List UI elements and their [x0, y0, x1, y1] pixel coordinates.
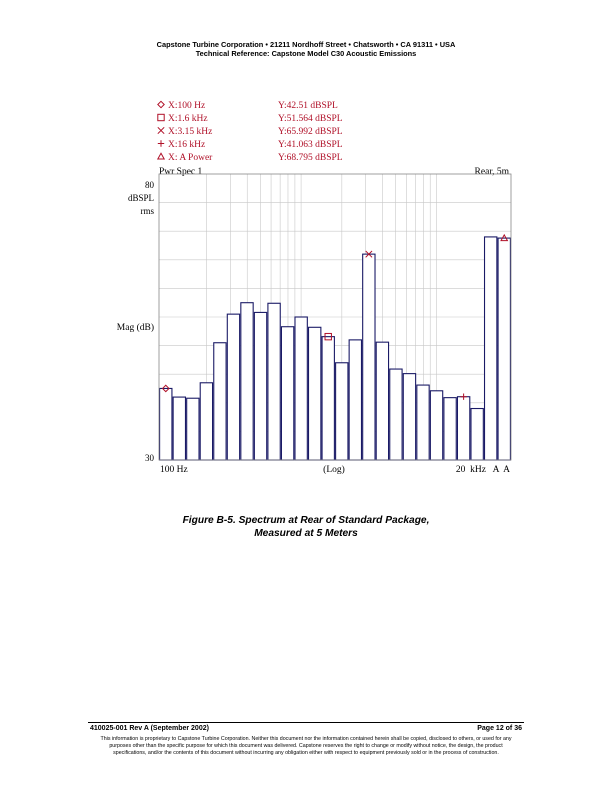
bar-3: [200, 383, 212, 460]
footer-disclaimer: [60, 736, 552, 757]
legend-plus-icon: [158, 140, 164, 146]
legend-square-icon: [158, 114, 164, 120]
bar-21: [444, 398, 456, 460]
footer-page-number: Page 12 of 36: [477, 725, 522, 732]
disclaimer-line-1: This information is proprietary to Capstone Turbine Corporation. Neither this document nor the information contained herein shall be copied, disclosed to others, or used for any: [100, 736, 512, 742]
bar-8: [268, 303, 280, 460]
legend-x-4: X: A Power: [168, 153, 213, 163]
y-tick-bottom: 30: [145, 453, 154, 463]
y-unit-rms: rms: [140, 206, 154, 216]
legend-diamond-icon: [158, 101, 164, 107]
legend-x-icon: [158, 127, 164, 133]
footer-rule: [88, 722, 524, 723]
bar-7: [254, 312, 266, 460]
header-line-1: Capstone Turbine Corporation • 21211 Nordhoff Street • Chatsworth • CA 91311 • USA: [156, 40, 456, 49]
bar-25: [498, 238, 510, 460]
bar-9: [281, 327, 293, 460]
legend-x-0: X:100 Hz: [168, 101, 206, 111]
bar-23: [471, 409, 483, 460]
bar-0: [160, 388, 172, 460]
bar-24: [485, 237, 497, 460]
x-axis-label: (Log): [323, 465, 345, 475]
y-tick-top: 80: [145, 180, 154, 190]
bar-14: [349, 340, 361, 460]
bar-20: [430, 391, 442, 460]
legend-y-2: Y:65.992 dBSPL: [278, 127, 343, 137]
legend-y-1: Y:51.564 dBSPL: [278, 114, 343, 124]
bar-15: [363, 254, 375, 460]
chart-legend: [158, 101, 343, 163]
bar-10: [295, 317, 307, 460]
bar-2: [187, 398, 199, 460]
bar-22: [457, 397, 469, 460]
x-tick-right: 20 kHz A A: [455, 465, 510, 475]
bar-12: [322, 337, 334, 460]
legend-x-2: X:3.15 kHz: [168, 127, 213, 137]
figure-caption-line-2: Measured at 5 Meters: [254, 528, 358, 539]
bar-1: [173, 397, 185, 460]
y-axis-label: Mag (dB): [116, 323, 154, 333]
legend-x-3: X:16 kHz: [168, 140, 206, 150]
bar-4: [214, 343, 226, 460]
bar-5: [227, 314, 239, 460]
bar-18: [403, 374, 415, 460]
footer-doc-id: 410025-001 Rev A (September 2002): [90, 725, 209, 732]
bar-13: [336, 363, 348, 460]
disclaimer-line-2: purposes other than the specific purpose for which this document was delivered. Capstone reserves the right to change or modify without notice, the design, the product: [109, 743, 503, 749]
legend-triangle-icon: [158, 153, 164, 159]
legend-y-4: Y:68.795 dBSPL: [278, 153, 343, 163]
chart-title-right: Rear, 5m: [474, 167, 509, 177]
bar-17: [390, 369, 402, 460]
bar-series: [160, 237, 511, 460]
bar-19: [417, 385, 429, 460]
legend-y-3: Y:41.063 dBSPL: [278, 140, 343, 150]
chart-title-left: Pwr Spec 1: [159, 167, 203, 177]
y-unit-dbspl: dBSPL: [127, 193, 154, 203]
bar-11: [309, 327, 321, 460]
bar-6: [241, 303, 253, 460]
bar-16: [376, 342, 388, 460]
figure-caption-line-1: Figure B-5. Spectrum at Rear of Standard Package,: [182, 515, 430, 526]
header-line-2: Technical Reference: Capstone Model C30 Acoustic Emissions: [195, 49, 417, 58]
disclaimer-line-3: specifications, and/or the contents of this document without incurring any obligation either with respect to equipment previously sold or in the process of construction.: [113, 750, 499, 756]
legend-y-0: Y:42.51 dBSPL: [278, 101, 338, 111]
x-tick-left: 100 Hz: [160, 465, 188, 475]
legend-x-1: X:1.6 kHz: [168, 114, 208, 124]
